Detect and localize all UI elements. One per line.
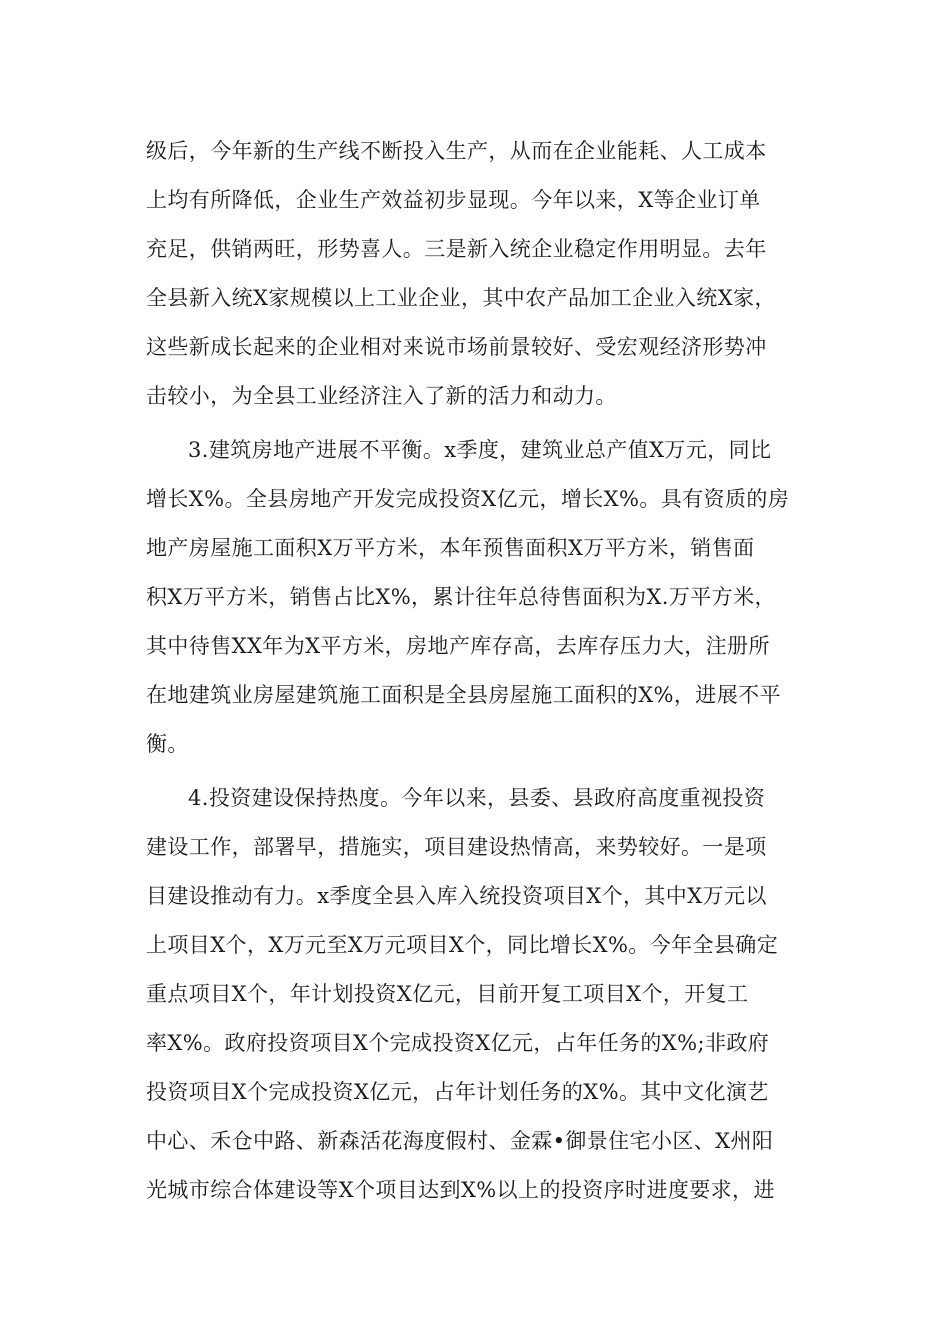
paragraph-line: 全县新入统X家规模以上工业企业，其中农产品加工企业入统X家，: [146, 286, 776, 310]
paragraph-line: 这些新成长起来的企业相对来说市场前景较好、受宏观经济形势冲: [146, 335, 767, 359]
paragraph-line: 上项目X个，X万元至X万元项目X个，同比增长X%。今年全县确定: [146, 933, 779, 957]
paragraph-line: 光城市综合体建设等X个项目达到X%以上的投资序时进度要求，进: [146, 1178, 775, 1202]
paragraph-line: 击较小，为全县工业经济注入了新的活力和动力。: [146, 384, 617, 408]
paragraph-line: 积X万平方米，销售占比X%，累计往年总待售面积为X.万平方米，: [146, 585, 776, 609]
paragraph-line: 衡。: [146, 732, 189, 756]
paragraph-line: 上均有所降低，企业生产效益初步显现。今年以来，X等企业订单: [146, 188, 761, 212]
paragraph-line: 在地建筑业房屋建筑施工面积是全县房屋施工面积的X%，进展不平: [146, 683, 781, 707]
paragraph-line: 中心、禾仓中路、新森活花海度假村、金霖•御景住宅小区、X州阳: [146, 1129, 774, 1153]
section-3-heading-line: 3.建筑房地产进展不平衡。x季度，建筑业总产值X万元，同比: [188, 438, 772, 462]
section-4-heading-line: 4.投资建设保持热度。今年以来，县委、县政府高度重视投资: [188, 786, 766, 810]
paragraph-line: 充足，供销两旺，形势喜人。三是新入统企业稳定作用明显。去年: [146, 237, 767, 261]
paragraph-line: 其中待售XX年为X平方米，房地产库存高，去库存压力大，注册所: [146, 634, 770, 658]
paragraph-line: 增长X%。全县房地产开发完成投资X亿元，增长X%。具有资质的房: [146, 487, 790, 511]
paragraph-line: 率X%。政府投资项目X个完成投资X亿元，占年任务的X%;非政府: [146, 1031, 770, 1055]
paragraph-line: 级后，今年新的生产线不断投入生产，从而在企业能耗、人工成本: [146, 139, 767, 163]
paragraph-line: 建设工作，部署早，措施实，项目建设热情高，来势较好。一是项: [146, 835, 767, 859]
paragraph-line: 目建设推动有力。x季度全县入库入统投资项目X个，其中X万元以: [146, 884, 767, 908]
paragraph-line: 重点项目X个，年计划投资X亿元，目前开复工项目X个，开复工: [146, 982, 749, 1006]
paragraph-line: 地产房屋施工面积X万平方米，本年预售面积X万平方米，销售面: [146, 536, 755, 560]
paragraph-line: 投资项目X个完成投资X亿元，占年计划任务的X%。其中文化演艺: [146, 1080, 769, 1104]
